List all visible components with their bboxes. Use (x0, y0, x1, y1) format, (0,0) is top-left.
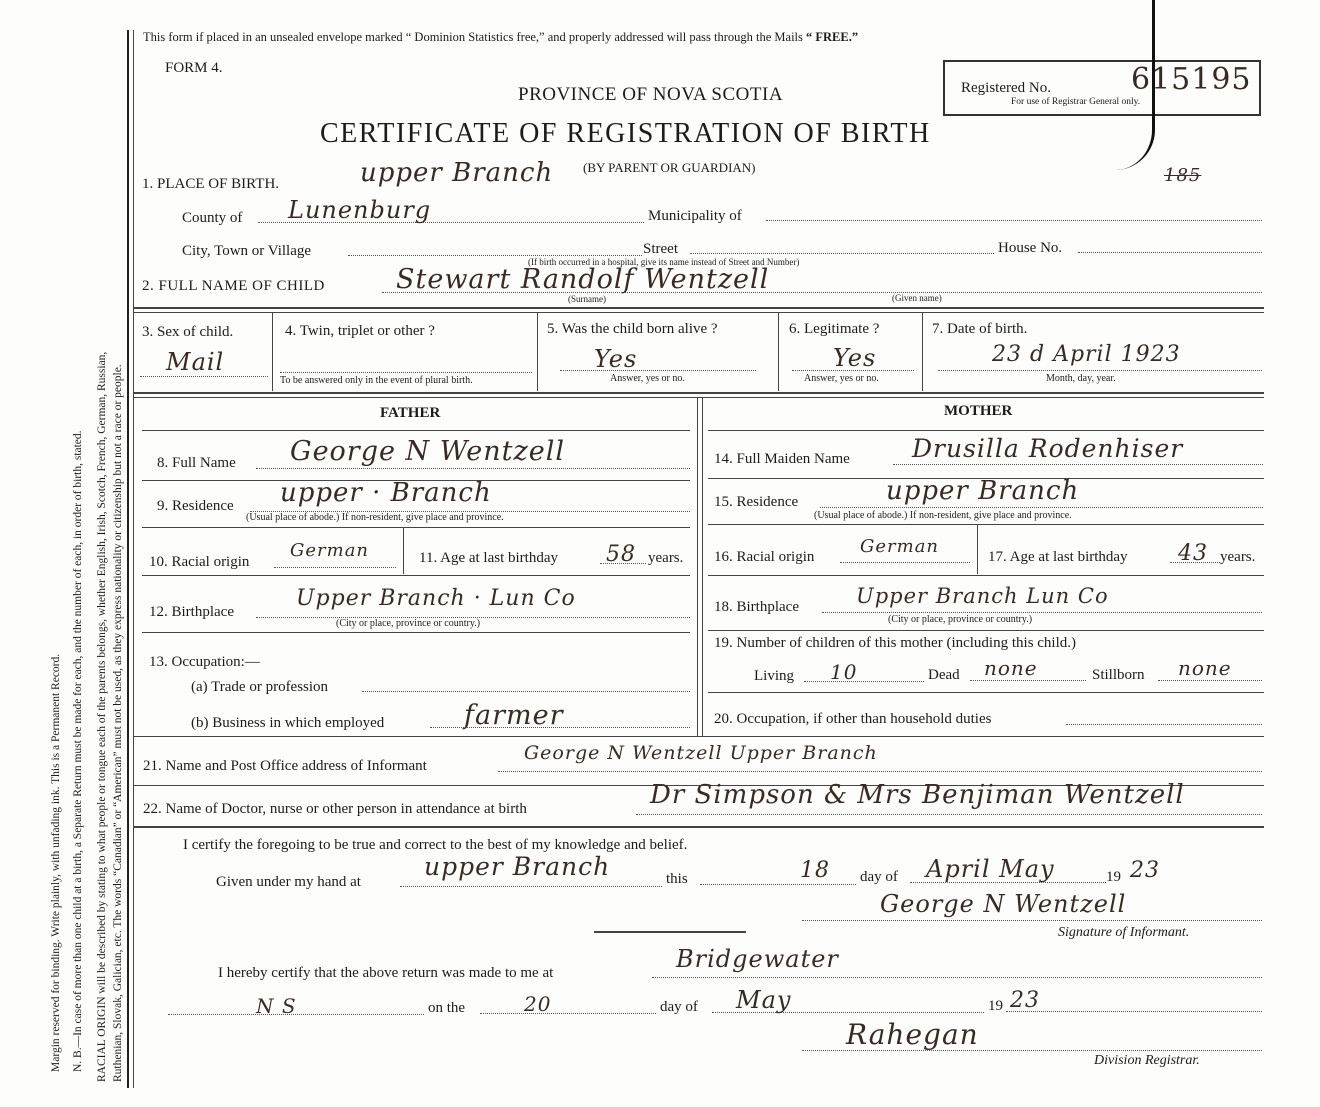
house-no-label: House No. (998, 240, 1063, 256)
date-of-birth-note: Month, day, year. (1046, 373, 1116, 384)
given-at-label: Given under my hand at (216, 874, 361, 890)
father-residence-label: 9. Residence (157, 498, 234, 514)
twin-note: To be answered only in the event of plural birth. (280, 375, 473, 386)
margin-note-racial-origin-2: Ruthenian, Slovak, Galician, etc. The words “Canadian” or “American” must not be used, as they express nationality or citizenship but not a race or people. (112, 364, 124, 1082)
born-alive-label: 5. Was the child born alive ? (547, 321, 718, 337)
registrar-province: N S (256, 994, 297, 1018)
given-name-note: (Given name) (892, 293, 942, 303)
ink-stroke (1114, 0, 1155, 170)
registration-box (943, 60, 1261, 116)
father-race-label: 10. Racial origin (149, 554, 250, 570)
registrar-statement: I hereby certify that the above return was made to me at (218, 965, 554, 981)
surname-note: (Surname) (568, 294, 606, 304)
registrar-year-prefix: 19 (988, 998, 1003, 1014)
stillborn-label: Stillborn (1092, 667, 1145, 683)
father-residence-note: (Usual place of abode.) If non-resident, give place and province. (246, 512, 504, 523)
child-name-value: Stewart Randolf Wentzell (396, 264, 770, 295)
place-of-birth-label: 1. PLACE OF BIRTH. (142, 176, 280, 192)
legitimate-value: Yes (833, 344, 877, 372)
this-label: this (666, 871, 688, 887)
margin-note-racial-origin: RACIAL ORIGIN will be described by stating to what people or tongue each of the parents belongs, whether English, Irish, Scotch, French, German, Russian, (96, 351, 108, 1082)
informant-label: 21. Name and Post Office address of Informant (143, 758, 427, 774)
county-label: County of (182, 210, 243, 226)
registrar-on-label: on the (428, 1000, 466, 1016)
mother-name-label: 14. Full Maiden Name (714, 451, 850, 467)
doctor-label: 22. Name of Doctor, nurse or other person in attendance at birth (143, 801, 527, 817)
province-heading: PROVINCE OF NOVA SCOTIA (518, 84, 784, 105)
mother-heading: MOTHER (944, 403, 1013, 419)
city-label: City, Town or Village (182, 243, 312, 259)
registration-number: 615195 (1131, 62, 1252, 97)
doctor-value: Dr Simpson & Mrs Benjiman Wentzell (650, 780, 1185, 810)
father-occupation-label: 13. Occupation:— (149, 654, 260, 670)
mother-occupation-label: 20. Occupation, if other than household duties (714, 711, 992, 727)
registrar-day: 20 (524, 992, 552, 1016)
registrar-note: For use of Registrar General only. (1011, 97, 1141, 107)
registrar-day-of-label: day of (660, 999, 698, 1015)
county-value: Lunenburg (288, 196, 432, 224)
father-age-value: 58 (606, 542, 636, 567)
struck-number: 185 (1164, 165, 1202, 186)
mother-age-label: 17. Age at last birthday (988, 549, 1128, 565)
mother-residence-value: upper Branch (886, 476, 1080, 506)
dead-value: none (984, 656, 1038, 680)
trade-label: (a) Trade or profession (191, 679, 329, 695)
street-label: Street (643, 241, 678, 257)
father-years-label: years. (648, 550, 684, 566)
date-of-birth-label: 7. Date of birth. (932, 321, 1028, 337)
certify-day-of-label: day of (860, 869, 898, 885)
mother-residence-label: 15. Residence (714, 494, 799, 510)
informant-signature: George N Wentzell (880, 890, 1127, 918)
father-residence-value: upper · Branch (280, 478, 492, 508)
mother-birthplace-value: Upper Branch Lun Co (856, 584, 1109, 608)
hospital-note: (If birth occurred in a hospital, give its name instead of Street and Number) (528, 257, 800, 267)
mother-residence-note: (Usual place of abode.) If non-resident, give place and province. (814, 510, 1072, 521)
margin-note-multiple-births: N. B.—In case of more than one child at a birth, a Separate Return must be made for each, and the number of each, in order of birth, stated. (72, 430, 84, 1072)
father-birthplace-value: Upper Branch · Lun Co (296, 586, 576, 611)
business-value: farmer (464, 700, 564, 731)
father-age-label: 11. Age at last birthday (419, 550, 558, 566)
registrar-month: May (736, 986, 792, 1014)
born-alive-note: Answer, yes or no. (610, 373, 685, 384)
mother-race-label: 16. Racial origin (714, 549, 815, 565)
given-at-place: upper Branch (424, 852, 611, 881)
registrar-year: 23 (1010, 988, 1040, 1013)
mother-name-value: Drusilla Rodenhiser (912, 434, 1184, 463)
form-number: FORM 4. (165, 60, 223, 76)
page-subtitle: (BY PARENT OR GUARDIAN) (583, 160, 756, 175)
father-heading: FATHER (380, 405, 441, 421)
father-name-label: 8. Full Name (157, 455, 236, 471)
division-registrar-label: Division Registrar. (1094, 1053, 1200, 1068)
legitimate-note: Answer, yes or no. (804, 373, 879, 384)
sex-label: 3. Sex of child. (142, 324, 234, 340)
informant-signature-label: Signature of Informant. (1058, 925, 1190, 940)
mother-age-value: 43 (1178, 541, 1208, 566)
mother-race-value: German (860, 536, 940, 557)
mother-birthplace-note: (City or place, province or country.) (888, 614, 1033, 625)
mail-notice: This form if placed in an unsealed envelope marked “ Dominion Statistics free,” and properly addressed will pass through the Mails “ FREE.” (143, 30, 859, 44)
municipality-label: Municipality of (648, 208, 742, 224)
place-of-birth-value: upper Branch (360, 158, 554, 188)
registrar-place: Bridgewater (676, 945, 839, 973)
dead-label: Dead (928, 667, 960, 683)
certify-day: 18 (800, 858, 830, 883)
living-value: 10 (830, 660, 858, 684)
certify-year-prefix: 19 (1106, 869, 1121, 885)
page-title: CERTIFICATE OF REGISTRATION OF BIRTH (320, 118, 931, 149)
date-of-birth-value: 23 d April 1923 (992, 342, 1181, 367)
informant-value: George N Wentzell Upper Branch (524, 742, 878, 764)
registrar-signature: Rahegan (846, 1018, 979, 1051)
born-alive-value: Yes (594, 345, 638, 373)
children-count-label: 19. Number of children of this mother (including this child.) (714, 635, 1077, 651)
father-birthplace-note: (City or place, province or country.) (336, 618, 481, 629)
certify-year: 23 (1130, 858, 1160, 883)
father-race-value: German (290, 540, 370, 561)
section-divider (594, 931, 746, 933)
twin-label: 4. Twin, triplet or other ? (285, 323, 435, 339)
mother-years-label: years. (1220, 549, 1256, 565)
sex-value: Mail (166, 348, 225, 376)
certify-statement: I certify the foregoing to be true and correct to the best of my knowledge and belief. (183, 837, 688, 853)
business-label: (b) Business in which employed (191, 715, 385, 731)
registered-no-label: Registered No. (961, 80, 1051, 96)
left-border-inner (133, 30, 134, 1088)
left-border (127, 30, 129, 1088)
legitimate-label: 6. Legitimate ? (789, 321, 880, 337)
father-name-value: George N Wentzell (290, 436, 566, 467)
child-name-label: 2. FULL NAME OF CHILD (142, 278, 325, 294)
margin-note-binding: Margin reserved for binding. Write plainly, with unfading ink. This is a Permanent Record. (50, 653, 62, 1072)
living-label: Living (754, 668, 794, 684)
certify-month: April May (926, 855, 1055, 883)
father-birthplace-label: 12. Birthplace (149, 604, 234, 620)
mother-birthplace-label: 18. Birthplace (714, 599, 799, 615)
stillborn-value: none (1178, 656, 1232, 680)
